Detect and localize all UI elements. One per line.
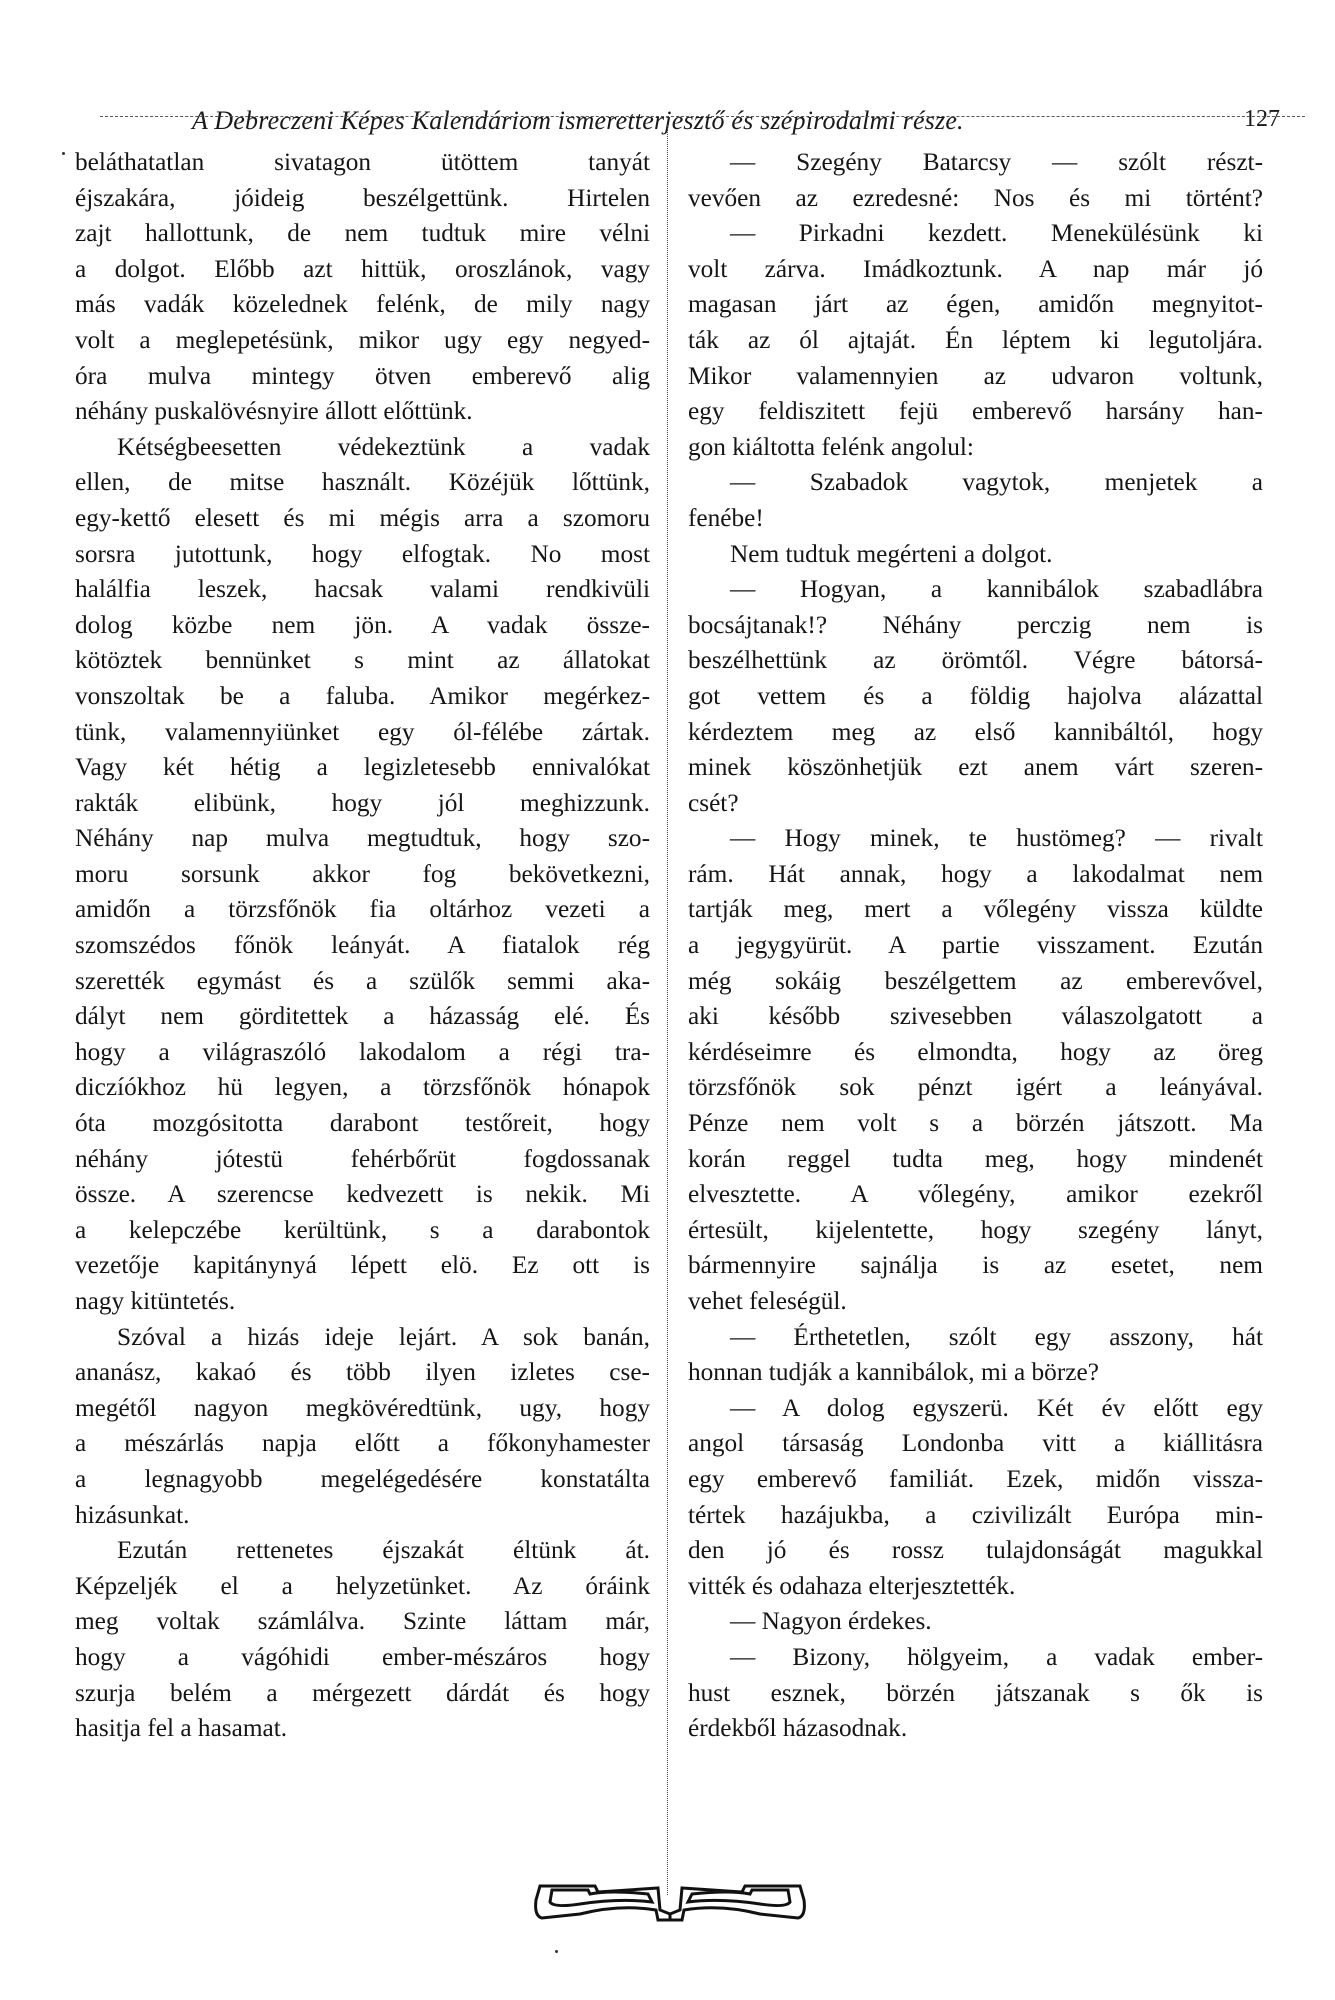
text-line: Pénze nem volt s a börzén játszott. Ma [688,1109,1263,1138]
text-line: — Érthetetlen, szólt egy asszony, hát [730,1322,1263,1351]
text-line: a mészárlás napja előtt a főkonyhamester [75,1429,650,1458]
left-column [75,145,650,1747]
text-line: zajt hallottunk, de nem tudtuk mire vélni [75,219,650,248]
text-line: — A dolog egyszerü. Két év előtt egy [730,1393,1263,1422]
text-line: még sokáig beszélgettem az emberevővel, [688,966,1263,995]
text-line: — Bizony, hölgyeim, a vadak ember- [730,1642,1263,1671]
running-header-title: A Debreczeni Képes Kalendáriom ismeretterjesztő és szépirodalmi része. [192,106,964,135]
text-line: óra mulva mintegy ötven emberevő alig [75,361,650,390]
text-line: Nem tudtuk megérteni a dolgot. [730,539,1053,568]
text-line: amidőn a törzsfőnök fia oltárhoz vezeti a [75,895,650,924]
text-line: halálfia leszek, hacsak valami rendkivüli [75,575,650,604]
text-line: dályt nem görditettek a házasság elé. És [75,1002,650,1031]
text-line: egy emberevő familiát. Ezek, midőn vissza- [688,1464,1263,1493]
text-line: meg voltak számlálva. Szinte láttam már, [75,1607,650,1636]
text-line: egy feldiszitett fejü emberevő harsány han- [688,397,1263,426]
text-line: korán reggel tudta meg, hogy mindenét [688,1144,1263,1173]
text-line: éjszakára, jóideig beszélgettünk. Hirtelen [75,183,650,212]
text-line: más vadák közelednek felénk, de mily nagy [75,290,650,319]
text-line: vehet feleségül. [688,1287,847,1315]
text-line: a legnagyobb megelégedésére konstatálta [75,1464,650,1493]
text-line: értesült, kijelentette, hogy szegény lányt, [688,1215,1263,1244]
text-line: szomszédos főnök leányát. A fiatalok rég [75,931,650,960]
text-line: — Szabadok vagytok, menjetek a [730,468,1263,497]
text-line: got vettem és a földig hajolva alázattal [688,681,1263,710]
text-line: szurja belém a mérgezett dárdát és hogy [75,1678,650,1707]
text-line: hogy a világraszóló lakodalom a régi tra- [75,1037,650,1066]
text-line: hust esznek, börzén játszanak s ők is [688,1678,1263,1707]
scroll-ornament-icon [530,1880,810,1930]
text-line: magasan járt az égen, amidőn megnyitot- [688,290,1263,319]
text-line: beszélhettünk az örömtől. Végre bátorsá- [688,646,1263,675]
print-speck [62,152,65,155]
print-speck [555,1950,558,1953]
text-line: ellen, de mitse használt. Közéjük lőttünk, [75,468,650,497]
text-line: Ezután rettenetes éjszakát éltünk át. [117,1536,650,1565]
text-line: beláthatatlan sivatagon ütöttem tanyát [75,148,650,176]
text-line: — Hogy minek, te hustömeg? — rivalt [730,824,1263,853]
running-header [140,100,1280,140]
text-line: Kétségbeesetten védekeztünk a vadak [117,432,650,461]
text-line: hasitja fel a hasamat. [75,1714,288,1743]
text-line: bocsájtanak!? Néhány perczig nem is [688,610,1263,639]
text-line: tünk, valamennyiünket egy ól-félébe zártak. [75,717,650,746]
text-line: elvesztette. A vőlegény, amikor ezekről [688,1180,1263,1209]
text-line: vitték és odahaza elterjesztették. [688,1571,1016,1600]
text-line: fenébe! [688,503,764,532]
text-line: gon kiáltotta felénk angolul: [688,432,974,461]
text-line: — Pirkadni kezdett. Menekülésünk ki [730,219,1263,248]
text-line: a jegygyürüt. A partie visszament. Ezután [688,931,1263,960]
text-line: moru sorsunk akkor fog bekövetkezni, [75,859,650,888]
text-line: sorsra jutottunk, hogy elfogtak. No most [75,539,650,568]
text-line: angol társaság Londonba vitt a kiállitásra [688,1429,1263,1458]
text-line: csét? [688,788,739,817]
text-line: tértek hazájukba, a czivilizált Európa min- [688,1500,1263,1529]
text-line: aki később szivesebben válaszolgatott a [688,1002,1263,1031]
text-line: megétől nagyon megkövéredtünk, ugy, hogy [75,1393,650,1422]
text-line: Néhány nap mulva megtudtuk, hogy szo- [75,824,650,853]
text-line: hizásunkat. [75,1500,190,1529]
text-line: — Hogyan, a kannibálok szabadlábra [730,575,1263,604]
text-line: volt a meglepetésünk, mikor ugy egy negyed- [75,325,650,354]
text-line: kötöztek bennünket s mint az állatokat [75,646,650,675]
text-line: diczíókhoz hü legyen, a törzsfőnök hónapok [75,1073,650,1102]
text-line: den jó és rossz tulajdonságát magukkal [688,1536,1263,1565]
text-line: a kelepczébe kerültünk, s a darabontok [75,1215,650,1244]
text-line: — Nagyon érdekes. [730,1607,932,1636]
text-line: ták az ól ajtaját. Én léptem ki legutoljára. [688,325,1263,354]
text-line: hogy a vágóhidi ember-mészáros hogy [75,1642,650,1671]
text-line: kérdéseimre és elmondta, hogy az öreg [688,1037,1263,1066]
text-line: tartják meg, mert a vőlegény vissza küldte [688,895,1263,924]
header-rule [100,116,1305,117]
text-line: vevően az ezredesné: Nos és mi történt? [688,183,1263,212]
text-line: rám. Hát annak, hogy a lakodalmat nem [688,859,1263,888]
text-line: nagy kitüntetés. [75,1287,236,1315]
text-line: vezetője kapitánynyá lépett elö. Ez ott is [75,1251,650,1280]
text-line: törzsfőnök sok pénzt igért a leányával. [688,1073,1263,1102]
text-line: minek köszönhetjük ezt anem várt szeren- [688,753,1263,782]
text-line: a dolgot. Előbb azt hittük, oroszlánok, vagy [75,254,650,283]
text-line: óta mozgósitotta darabont testőreit, hogy [75,1109,650,1138]
text-line: kérdeztem meg az első kannibáltól, hogy [688,717,1263,746]
text-line: szerették egymást és a szülők semmi aka- [75,966,650,995]
text-line: — Szegény Batarcsy — szólt részt- [730,148,1263,176]
right-column [688,145,1263,1747]
text-line: néhány puskalövésnyire állott előttünk. [75,397,473,426]
text-line: Mikor valamennyien az udvaron voltunk, [688,361,1263,390]
text-line: érdekből házasodnak. [688,1714,908,1743]
text-line: rakták elibünk, hogy jól meghizzunk. [75,788,650,817]
text-line: össze. A szerencse kedvezett is nekik. Mi [75,1180,650,1209]
text-line: bármennyire sajnálja is az esetet, nem [688,1251,1263,1280]
column-divider [667,125,668,1895]
text-line: volt zárva. Imádkoztunk. A nap már jó [688,254,1263,283]
text-line: Vagy két hétig a legizletesebb ennivalókat [75,753,650,782]
text-line: Szóval a hizás ideje lejárt. A sok banán, [117,1322,650,1351]
page-number: 127 [1244,106,1280,132]
text-line: dolog közbe nem jön. A vadak össze- [75,610,650,639]
text-line: honnan tudják a kannibálok, mi a börze? [688,1358,1099,1387]
text-line: Képzeljék el a helyzetünket. Az óráink [75,1571,650,1600]
text-line: ananász, kakaó és több ilyen izletes cse- [75,1358,650,1387]
text-line: néhány jótestü fehérbőrüt fogdossanak [75,1144,650,1173]
text-line: vonszoltak be a faluba. Amikor megérkez- [75,681,650,710]
text-line: egy-kettő elesett és mi mégis arra a szomoru [75,503,650,532]
